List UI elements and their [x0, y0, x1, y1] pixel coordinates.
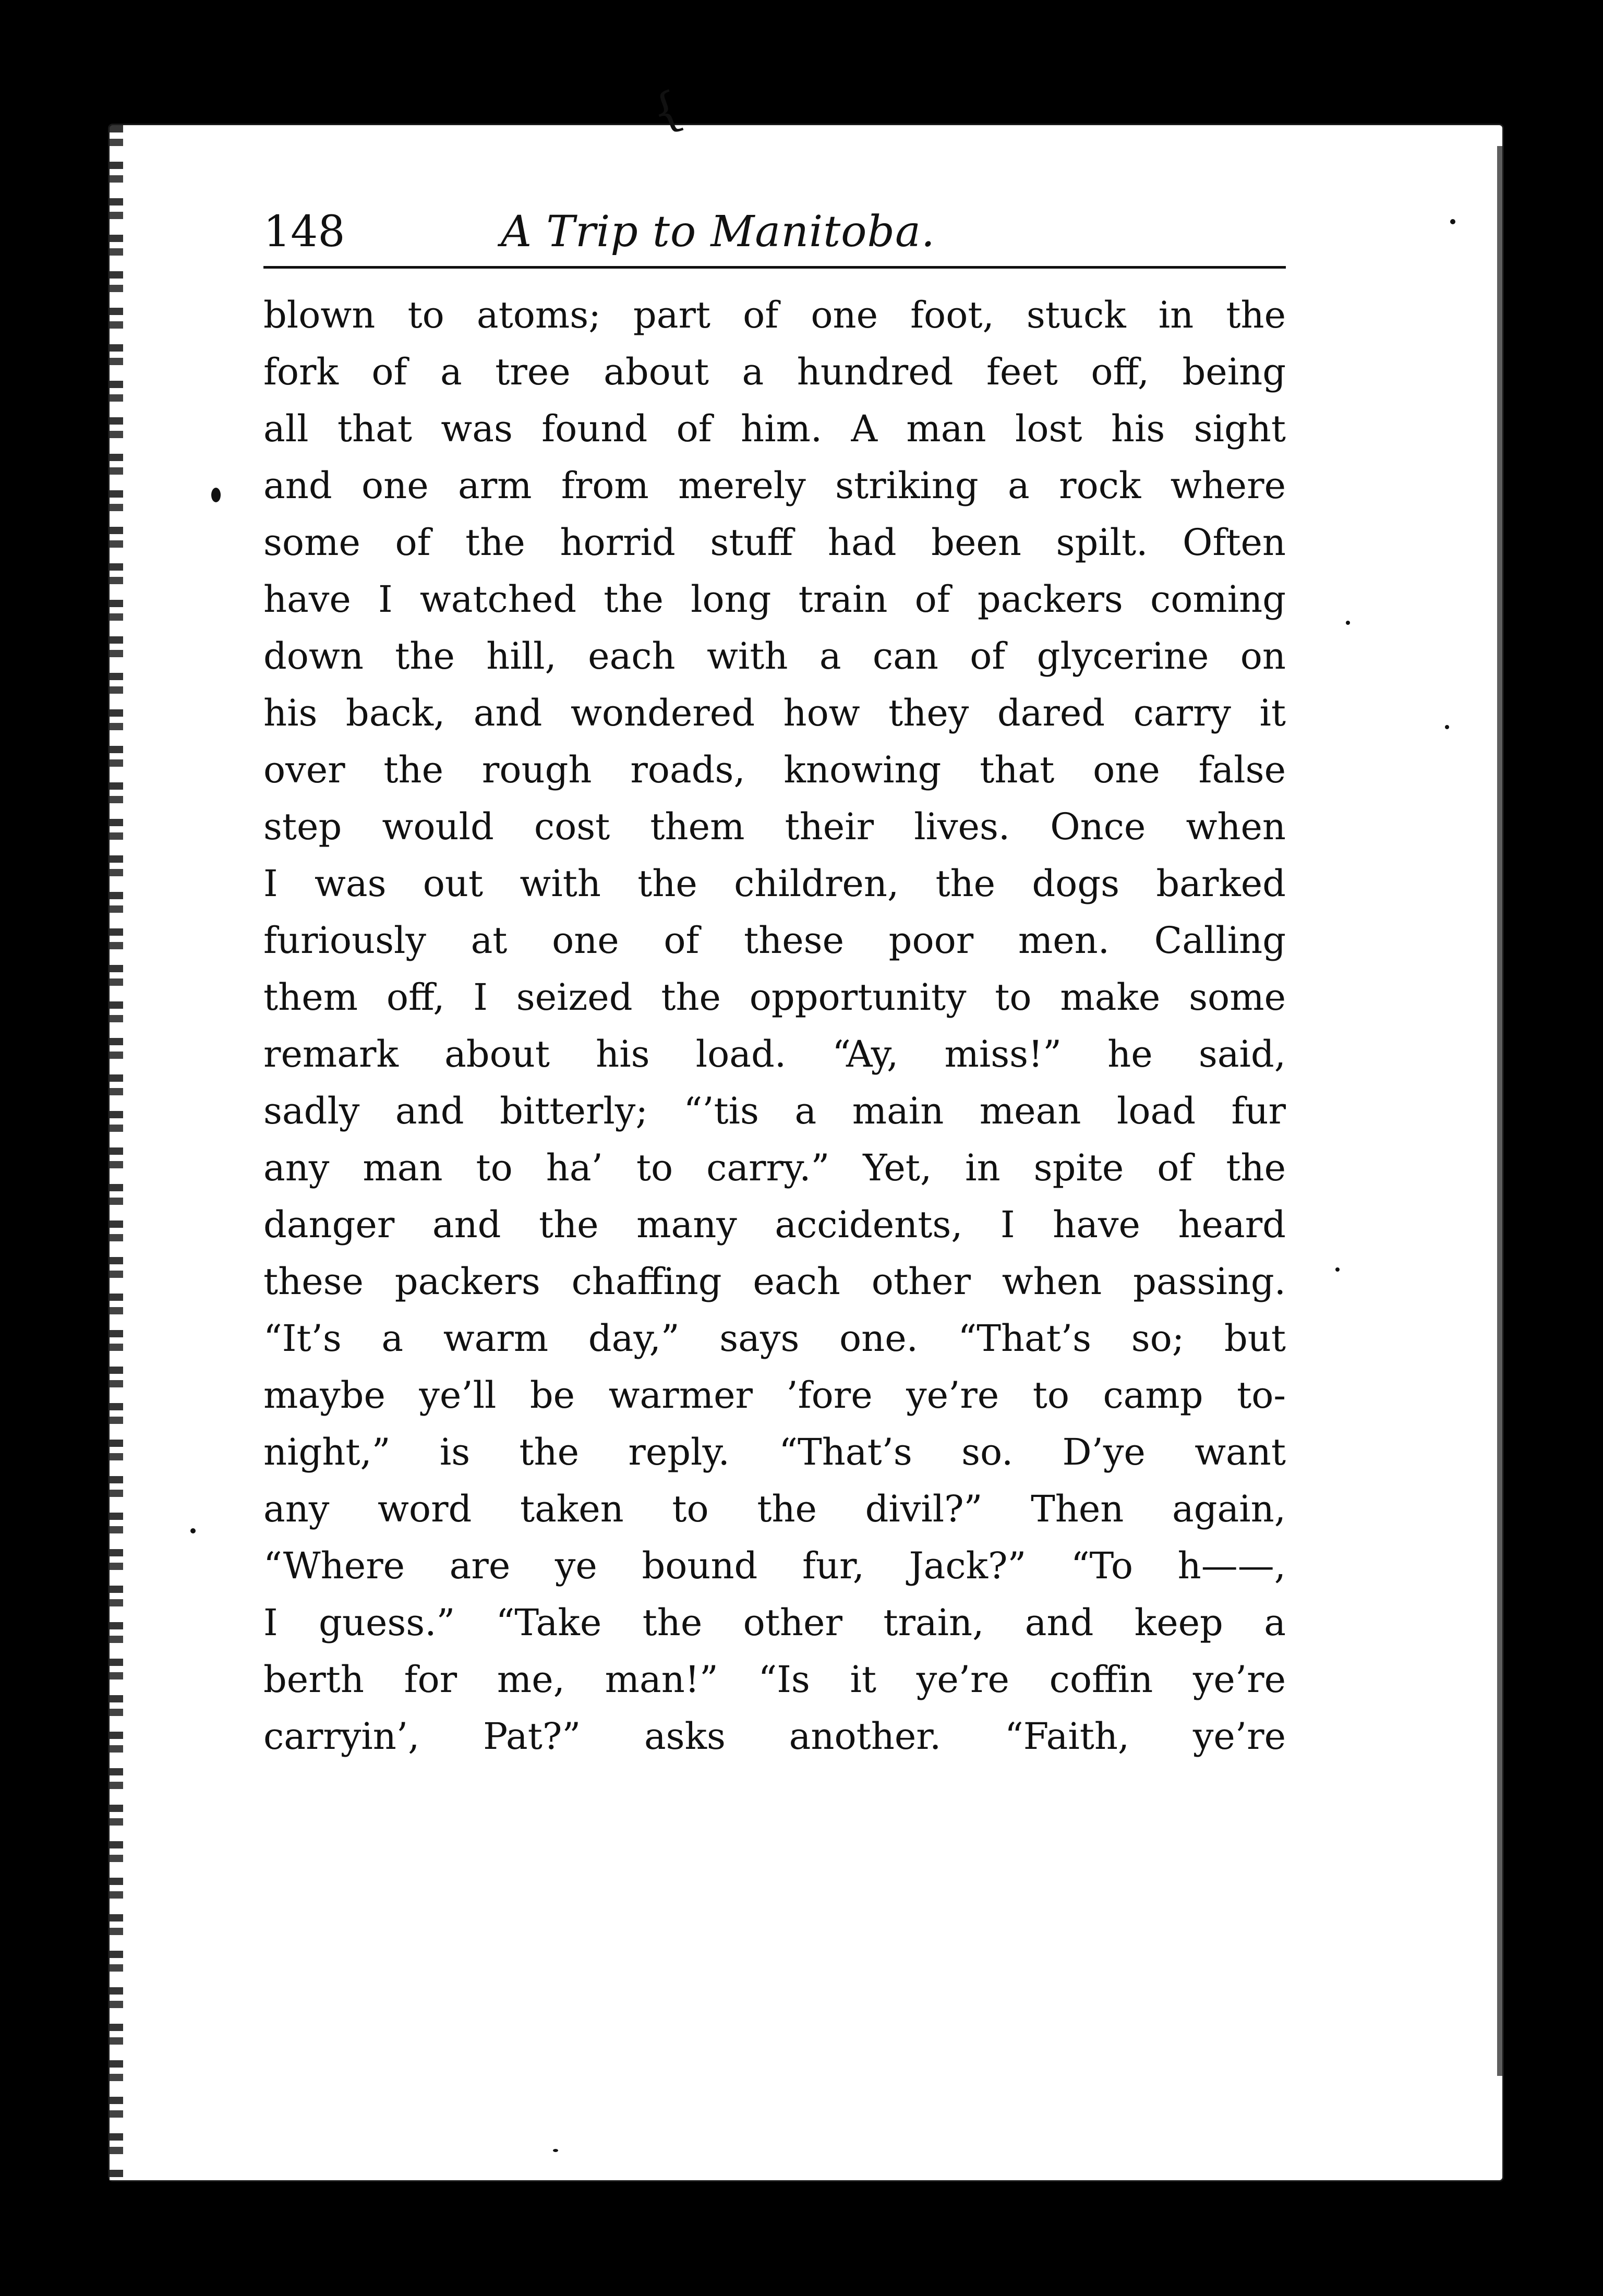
- text-line: I was out with the children, the dogs barked: [263, 862, 1286, 905]
- text-line: any man to ha’ to carry.” Yet, in spite of the: [263, 1146, 1286, 1189]
- body-text: [263, 287, 1286, 1765]
- text-line: carryin’, Pat?” asks another. “Faith, ye’re: [263, 1715, 1286, 1758]
- ink-speck: [1445, 725, 1449, 729]
- running-title: A Trip to Manitoba.: [501, 207, 935, 257]
- text-line: maybe ye’ll be warmer ’fore ye’re to camp to-: [263, 1374, 1286, 1417]
- text-line: blown to atoms; part of one foot, stuck in the: [263, 294, 1286, 336]
- page-right-edge: [1497, 146, 1502, 2076]
- text-line: all that was found of him. A man lost his sight: [263, 407, 1286, 450]
- text-line: step would cost them their lives. Once when: [263, 805, 1286, 848]
- text-line: sadly and bitterly; “’tis a main mean load fur: [263, 1090, 1286, 1132]
- ink-speck: [211, 488, 221, 502]
- text-line: any word taken to the divil?” Then again,: [263, 1488, 1286, 1530]
- ink-speck: [1346, 621, 1350, 625]
- ink-speck: [190, 1528, 196, 1533]
- text-line: his back, and wondered how they dared carry it: [263, 692, 1286, 734]
- text-line: and one arm from merely striking a rock where: [263, 464, 1286, 507]
- page-header: [263, 198, 1286, 266]
- text-line: have I watched the long train of packers coming: [263, 578, 1286, 621]
- text-line: down the hill, each with a can of glycerine on: [263, 635, 1286, 678]
- header-rule: [263, 266, 1286, 269]
- page-left-edge: [110, 125, 123, 2180]
- text-line: these packers chaffing each other when passing.: [263, 1260, 1286, 1303]
- text-line: remark about his load. “Ay, miss!” he said,: [263, 1033, 1286, 1076]
- text-line: night,” is the reply. “That’s so. D’ye want: [263, 1431, 1286, 1473]
- ink-speck: [1450, 219, 1455, 224]
- text-line: some of the horrid stuff had been spilt. Often: [263, 521, 1286, 564]
- text-line: them off, I seized the opportunity to make some: [263, 976, 1286, 1019]
- page-number: 148: [263, 207, 345, 257]
- text-line: berth for me, man!” “Is it ye’re coffin ye’re: [263, 1658, 1286, 1701]
- text-line: I guess.” “Take the other train, and keep a: [263, 1601, 1286, 1644]
- ink-speck: [553, 2149, 558, 2152]
- ink-speck: [1335, 1267, 1340, 1272]
- text-line: fork of a tree about a hundred feet off, being: [263, 351, 1286, 393]
- text-line: furiously at one of these poor men. Calling: [263, 919, 1286, 962]
- text-line: “Where are ye bound fur, Jack?” “To h——,: [263, 1544, 1286, 1587]
- text-line: over the rough roads, knowing that one false: [263, 748, 1286, 791]
- text-line: danger and the many accidents, I have heard: [263, 1203, 1286, 1246]
- text-line: “It’s a warm day,” says one. “That’s so; but: [263, 1317, 1286, 1360]
- top-mark: {: [643, 80, 691, 142]
